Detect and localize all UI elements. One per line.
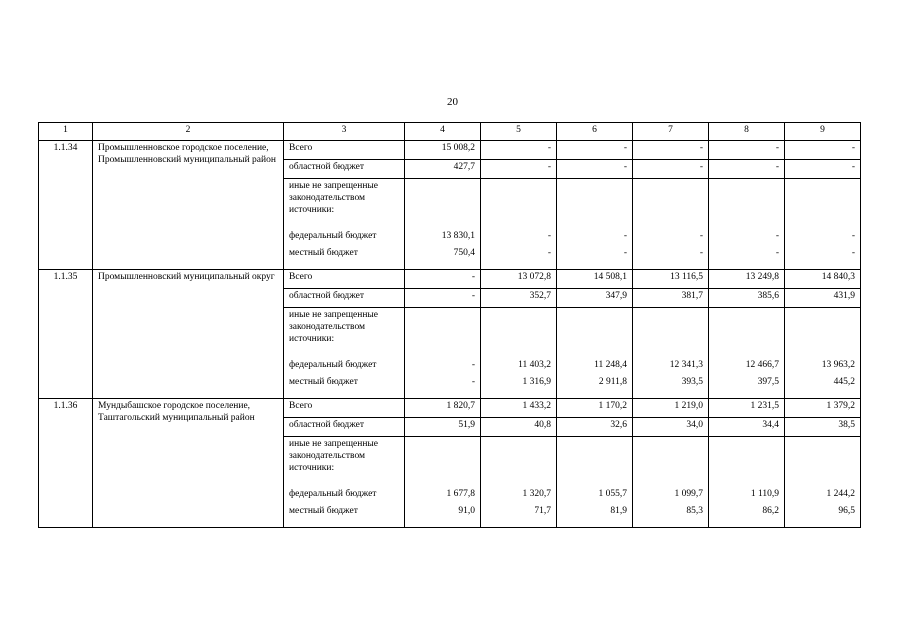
- regional-budget-label: областной бюджет: [284, 160, 405, 179]
- sources-values-cell: [785, 308, 861, 399]
- sources-values-cell: [785, 179, 861, 270]
- column-header: 6: [557, 123, 633, 141]
- regional-budget-value: -: [633, 160, 709, 179]
- other-sources-label: иные не запрещенные законодательством источники:: [289, 439, 379, 473]
- local-budget-label: местный бюджет: [289, 248, 358, 258]
- federal-budget-value: 1 320,7: [522, 489, 551, 499]
- entry-code: 1.1.34: [39, 141, 93, 270]
- total-value: -: [481, 141, 557, 160]
- regional-budget-value: 34,0: [633, 418, 709, 437]
- sources-values-cell: [557, 437, 633, 528]
- column-header: 3: [284, 123, 405, 141]
- local-budget-label: местный бюджет: [289, 506, 358, 516]
- local-budget-value: -: [623, 248, 627, 258]
- column-header: 1: [39, 123, 93, 141]
- local-budget-value: 393,5: [681, 377, 703, 387]
- column-header: 5: [481, 123, 557, 141]
- sources-values-cell: [481, 437, 557, 528]
- entry-code: 1.1.36: [39, 399, 93, 528]
- sources-values-cell: [633, 308, 709, 399]
- sources-values-cell: [557, 308, 633, 399]
- total-value: 1 170,2: [557, 399, 633, 418]
- sources-values-cell: [405, 179, 481, 270]
- local-budget-value: -: [775, 248, 779, 258]
- federal-budget-label: федеральный бюджет: [289, 360, 377, 370]
- regional-budget-value: -: [785, 160, 861, 179]
- federal-budget-value: -: [623, 231, 627, 241]
- federal-budget-value: 1 099,7: [674, 489, 703, 499]
- total-value: 15 008,2: [405, 141, 481, 160]
- total-label: Всего: [284, 141, 405, 160]
- federal-budget-value: -: [851, 231, 855, 241]
- sources-values-cell: [557, 179, 633, 270]
- regional-budget-label: областной бюджет: [284, 418, 405, 437]
- sources-cell: [284, 308, 405, 399]
- regional-budget-value: -: [557, 160, 633, 179]
- federal-budget-value: -: [775, 231, 779, 241]
- federal-budget-label: федеральный бюджет: [289, 489, 377, 499]
- local-budget-value: -: [699, 248, 703, 258]
- total-value: 14 840,3: [785, 270, 861, 289]
- total-value: 13 249,8: [709, 270, 785, 289]
- municipality-name: Мундыбашское городское поселение, Таштагольский муниципальный район: [93, 399, 284, 528]
- total-value: 13 116,5: [633, 270, 709, 289]
- local-budget-value: 91,0: [458, 506, 475, 516]
- local-budget-value: -: [547, 248, 551, 258]
- column-header: 7: [633, 123, 709, 141]
- regional-budget-value: 40,8: [481, 418, 557, 437]
- regional-budget-label: областной бюджет: [284, 289, 405, 308]
- total-value: 1 820,7: [405, 399, 481, 418]
- budget-table: [38, 122, 861, 528]
- total-value: 1 219,0: [633, 399, 709, 418]
- total-value: 1 433,2: [481, 399, 557, 418]
- regional-budget-value: 431,9: [785, 289, 861, 308]
- regional-budget-value: 352,7: [481, 289, 557, 308]
- federal-budget-value: 1 244,2: [826, 489, 855, 499]
- total-value: -: [709, 141, 785, 160]
- federal-budget-value: 12 341,3: [669, 360, 703, 370]
- total-value: -: [633, 141, 709, 160]
- sources-cell: [284, 437, 405, 528]
- sources-values-cell: [709, 308, 785, 399]
- regional-budget-value: -: [405, 289, 481, 308]
- local-budget-value: 71,7: [534, 506, 551, 516]
- federal-budget-value: -: [547, 231, 551, 241]
- sources-values-cell: [709, 437, 785, 528]
- sources-values-cell: [481, 179, 557, 270]
- regional-budget-value: 51,9: [405, 418, 481, 437]
- column-header: 2: [93, 123, 284, 141]
- sources-values-cell: [481, 308, 557, 399]
- sources-values-cell: [405, 437, 481, 528]
- sources-values-cell: [785, 437, 861, 528]
- sources-values-cell: [709, 179, 785, 270]
- federal-budget-label: федеральный бюджет: [289, 231, 377, 241]
- table-row: [39, 399, 861, 418]
- total-value: -: [557, 141, 633, 160]
- local-budget-value: 445,2: [833, 377, 855, 387]
- total-label: Всего: [284, 399, 405, 418]
- federal-budget-value: 11 248,4: [594, 360, 627, 370]
- total-value: -: [785, 141, 861, 160]
- local-budget-value: 86,2: [762, 506, 779, 516]
- sources-values-cell: [633, 437, 709, 528]
- local-budget-value: 96,5: [838, 506, 855, 516]
- table-row: [39, 270, 861, 289]
- local-budget-value: -: [851, 248, 855, 258]
- total-value: 13 072,8: [481, 270, 557, 289]
- federal-budget-value: 1 055,7: [598, 489, 627, 499]
- federal-budget-value: -: [699, 231, 703, 241]
- total-value: 1 379,2: [785, 399, 861, 418]
- table-row: [39, 141, 861, 160]
- federal-budget-value: -: [471, 360, 475, 370]
- regional-budget-value: 385,6: [709, 289, 785, 308]
- total-value: 14 508,1: [557, 270, 633, 289]
- other-sources-label: иные не запрещенные законодательством источники:: [289, 310, 379, 344]
- sources-values-cell: [405, 308, 481, 399]
- regional-budget-value: 32,6: [557, 418, 633, 437]
- regional-budget-value: 381,7: [633, 289, 709, 308]
- page-number: 20: [447, 96, 458, 108]
- local-budget-label: местный бюджет: [289, 377, 358, 387]
- regional-budget-value: 38,5: [785, 418, 861, 437]
- total-value: 1 231,5: [709, 399, 785, 418]
- local-budget-value: -: [471, 377, 475, 387]
- entry-code: 1.1.35: [39, 270, 93, 399]
- total-value: -: [405, 270, 481, 289]
- federal-budget-value: 11 403,2: [518, 360, 551, 370]
- federal-budget-value: 13 963,2: [821, 360, 855, 370]
- municipality-name: Промышленновское городское поселение, Промышленновский муниципальный район: [93, 141, 284, 270]
- total-label: Всего: [284, 270, 405, 289]
- sources-values-cell: [633, 179, 709, 270]
- column-number-header: [39, 123, 861, 141]
- regional-budget-value: -: [481, 160, 557, 179]
- federal-budget-value: 13 830,1: [441, 231, 475, 241]
- federal-budget-value: 12 466,7: [745, 360, 779, 370]
- column-header: 8: [709, 123, 785, 141]
- column-header: 9: [785, 123, 861, 141]
- local-budget-value: 85,3: [686, 506, 703, 516]
- column-header: 4: [405, 123, 481, 141]
- regional-budget-value: -: [709, 160, 785, 179]
- municipality-name: Промышленновский муниципальный округ: [93, 270, 284, 399]
- regional-budget-value: 34,4: [709, 418, 785, 437]
- local-budget-value: 397,5: [757, 377, 779, 387]
- regional-budget-value: 427,7: [405, 160, 481, 179]
- local-budget-value: 750,4: [453, 248, 475, 258]
- local-budget-value: 2 911,8: [598, 377, 627, 387]
- federal-budget-value: 1 110,9: [750, 489, 779, 499]
- sources-cell: [284, 179, 405, 270]
- federal-budget-value: 1 677,8: [446, 489, 475, 499]
- local-budget-value: 81,9: [610, 506, 627, 516]
- other-sources-label: иные не запрещенные законодательством источники:: [289, 181, 379, 215]
- regional-budget-value: 347,9: [557, 289, 633, 308]
- local-budget-value: 1 316,9: [522, 377, 551, 387]
